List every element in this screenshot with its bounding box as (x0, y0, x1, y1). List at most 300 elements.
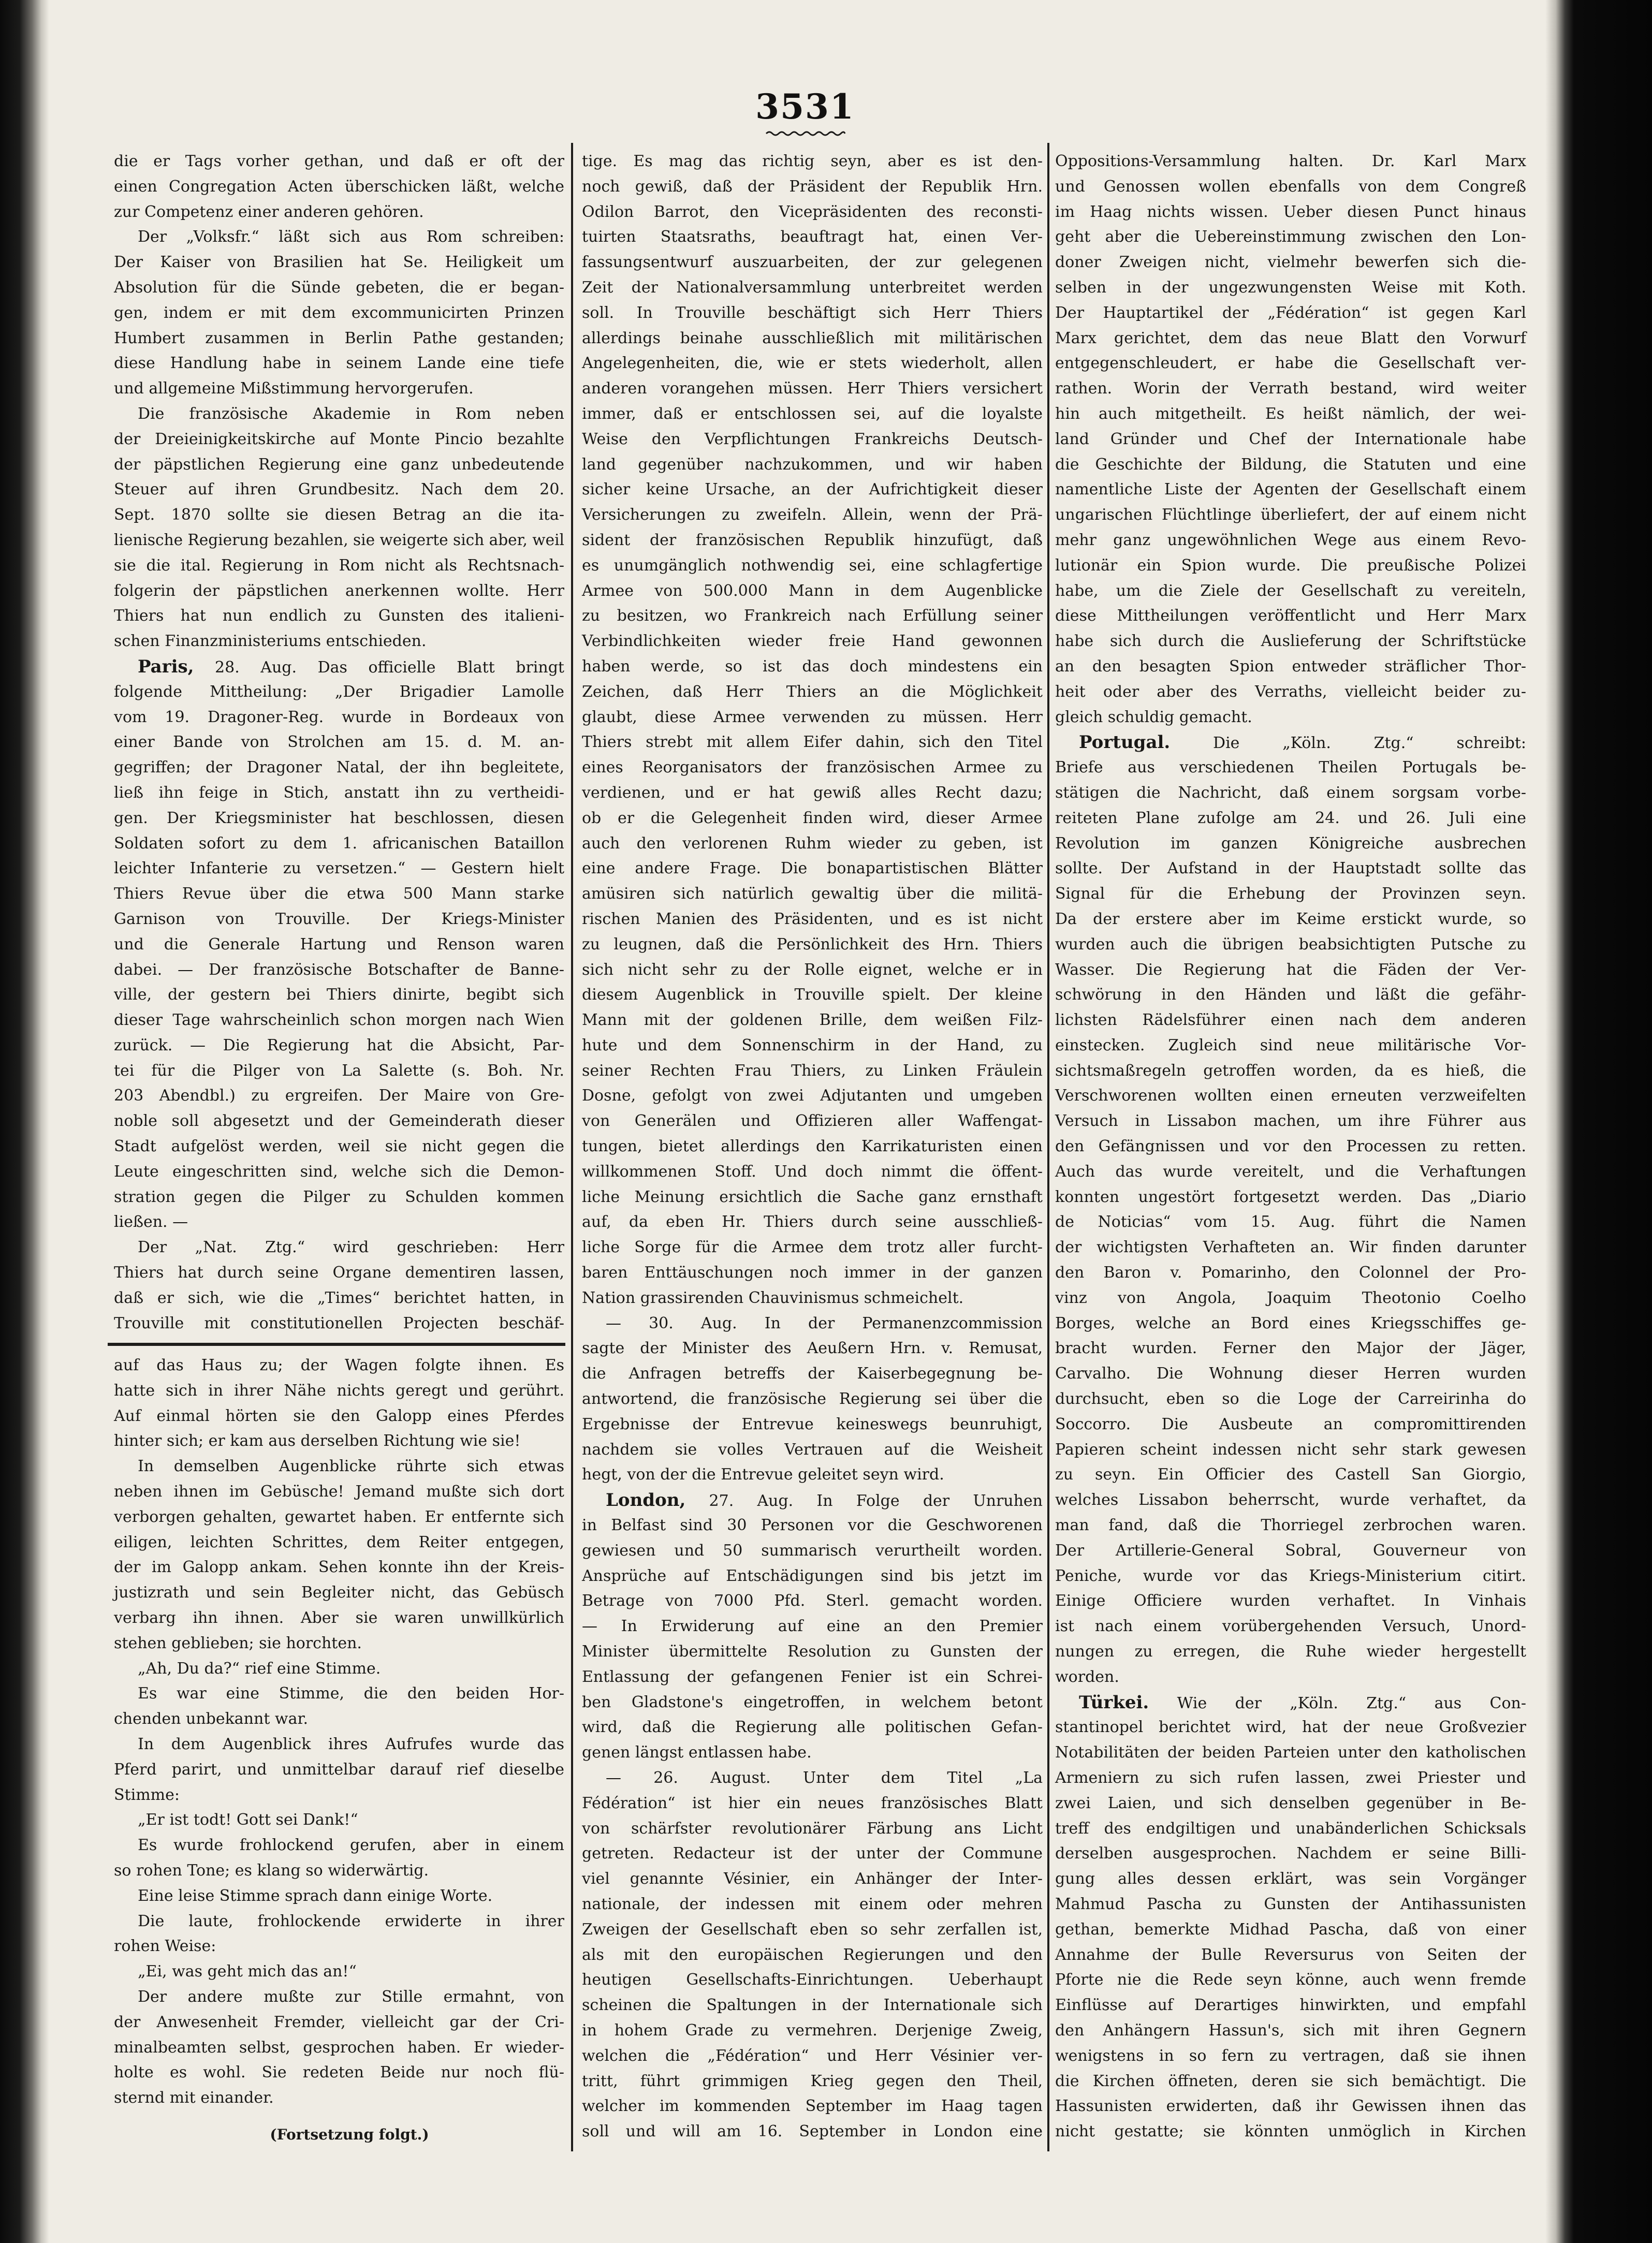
line-text: nationale, der indessen mit einem oder mehren (582, 1895, 1043, 1913)
line-text: In demselben Augenblicke rührte sich etwas (138, 1457, 564, 1476)
line-text: verdienen, und er hat gewiß alles Recht dazu; (582, 783, 1043, 802)
line-text: folgende Mittheilung: „Der Brigadier Lamolle (114, 682, 564, 701)
line-text: stehen geblieben; sie horchten. (114, 1634, 362, 1652)
text-line (1055, 1740, 1526, 1766)
line-text: dabei. — Der französische Botschafter de Banne- (114, 960, 564, 979)
text-line (582, 1160, 1043, 1185)
text-line (1055, 2119, 1526, 2145)
line-text: Thiers Revue über die etwa 500 Mann starke (114, 885, 564, 903)
text-line (114, 1379, 564, 1404)
line-text: Leute eingeschritten sind, welche sich die Demon- (114, 1162, 564, 1181)
text-line (114, 1631, 564, 1656)
text-line (1055, 1412, 1526, 1438)
text-line (1055, 174, 1526, 200)
text-line (1055, 1286, 1526, 1311)
line-text: Absolution für die Sünde gebeten, die er began- (114, 278, 564, 297)
text-line (1055, 1816, 1526, 1842)
text-line (114, 781, 564, 806)
text-line (582, 1690, 1043, 1716)
text-line (582, 1892, 1043, 1917)
column-rule-left (571, 143, 573, 2151)
text-line (114, 1235, 564, 1260)
line-text: Papieren scheint indessen nicht sehr stark gewesen (1055, 1440, 1526, 1459)
line-text: mehr ganz ungewöhnlichen Wege aus einem Revo- (1055, 531, 1526, 549)
line-text: in hohem Grade zu vermehren. Derjenige Zweig, (582, 2021, 1043, 2040)
line-text: Auf einmal hörten sie den Galopp eines Pferdes (114, 1406, 564, 1425)
text-line (582, 1715, 1043, 1740)
text-line (1055, 604, 1526, 629)
line-text: Zweigen der Gesellschaft eben so sehr zerfallen ist, (582, 1920, 1043, 1939)
line-text: justizrath und sein Begleiter nicht, das Gebüsch (114, 1584, 564, 1602)
text-line (582, 604, 1043, 629)
text-line (1055, 452, 1526, 478)
line-text: daß er sich, wie die „Times“ berichtet hatten, in (114, 1288, 564, 1307)
line-text: genen längst entlassen habe. (582, 1743, 812, 1762)
text-line (1055, 1438, 1526, 1463)
line-text: 28. Aug. Das officielle Blatt bringt (194, 658, 564, 677)
line-text: Notabilitäten der beiden Parteien unter den katholischen (1055, 1743, 1526, 1762)
line-text: Die französische Akademie in Rom neben (138, 404, 564, 423)
line-text: bracht wurden. Ferner den Major der Jäger, (1055, 1339, 1526, 1358)
line-text: Signal für die Erhebung der Provinzen seyn. (1055, 885, 1526, 903)
line-text: tei für die Pilger von La Salette (s. Boh. Nr. (114, 1061, 564, 1080)
text-line (582, 1488, 1043, 1513)
text-line (114, 856, 564, 882)
text-line (114, 1160, 564, 1185)
line-text: — 26. August. Unter dem Titel „La (606, 1769, 1043, 1787)
text-line (114, 1210, 564, 1235)
line-text: Ansprüche auf Entschädigungen sind bis jetzt im (582, 1566, 1043, 1585)
line-text: Versicherungen zu zweifeln. Allein, wenn der Prä- (582, 506, 1043, 524)
line-text: chenden unbekannt war. (114, 1710, 309, 1728)
text-line (1055, 1766, 1526, 1791)
line-text: neben ihnen im Gebüsche! Jemand mußte sich dort (114, 1482, 564, 1501)
text-line (582, 983, 1043, 1008)
text-line (1055, 351, 1526, 376)
line-text: man fand, daß die Thorriegel zerbrochen waren. (1055, 1516, 1526, 1535)
text-line (114, 1505, 564, 1530)
line-text: sident der französischen Republik hinzufügt, daß (582, 531, 1043, 549)
text-line (1055, 301, 1526, 326)
text-line (114, 1783, 564, 1808)
text-line (114, 1059, 564, 1084)
text-line (114, 705, 564, 730)
text-line (1055, 1690, 1526, 1716)
text-line (1055, 831, 1526, 857)
line-text: wenigstens in so fern zu vertragen, daß sie ihnen (1055, 2046, 1526, 2065)
line-text: Stimme: (114, 1785, 180, 1804)
line-text: Verbindlichkeiten wieder freie Hand gewonnen (582, 632, 1043, 651)
text-line (582, 174, 1043, 200)
line-text: land gegenüber nachzukommen, und wir haben (582, 455, 1043, 474)
text-line (582, 705, 1043, 730)
text-line (114, 1033, 564, 1059)
text-line (582, 730, 1043, 755)
text-line (1055, 149, 1526, 174)
text-line (114, 730, 564, 755)
text-line (1055, 1993, 1526, 2018)
text-line (114, 326, 564, 351)
text-line (1055, 326, 1526, 351)
line-text: gung alles dessen erklärt, was sein Vorgänger (1055, 1870, 1526, 1888)
line-text: sternd mit einander. (114, 2089, 274, 2107)
line-text: amüsiren sich natürlich gewaltig über die militä- (582, 885, 1043, 903)
text-line (1055, 1639, 1526, 1665)
text-line (1055, 2069, 1526, 2094)
text-line (582, 427, 1043, 452)
line-text: Dosne, gefolgt von zwei Adjutanten und umgeben (582, 1087, 1043, 1105)
text-line (1055, 250, 1526, 275)
line-text: „Er ist todt! Gott sei Dank!“ (138, 1811, 358, 1829)
text-line (114, 2060, 564, 2086)
line-text: welcher im kommenden September im Haag tagen (582, 2097, 1043, 2116)
line-text: Wasser. Die Regierung hat die Fäden der Ver- (1055, 960, 1526, 979)
line-text: zurück. — Die Regierung hat die Absicht, Par- (114, 1036, 564, 1054)
line-text: In dem Augenblick ihres Aufrufes wurde das (138, 1735, 564, 1753)
line-text: lichsten Rädelsführer einen nach dem anderen (1055, 1011, 1526, 1030)
text-line (1055, 1210, 1526, 1235)
text-line (582, 200, 1043, 225)
line-text: die Kirchen öffneten, deren sie sich bemächtigt. Die (1055, 2072, 1526, 2090)
text-line (1055, 1917, 1526, 1943)
text-line (1055, 225, 1526, 250)
line-text: liche Meinung ersichtlich die Sache ganz ernsthaft (582, 1188, 1043, 1206)
line-text: zur Competenz einer anderen gehören. (114, 202, 424, 221)
line-text: hinter sich; er kam aus derselben Richtung wie sie! (114, 1432, 521, 1450)
line-text: derselben ausgesprochen. Nachdem er seine Billi- (1055, 1844, 1526, 1863)
text-line (1055, 781, 1526, 806)
text-line (1055, 705, 1526, 730)
text-line (582, 1639, 1043, 1665)
text-line (114, 1884, 564, 1909)
text-line (114, 376, 564, 402)
text-line (582, 1083, 1043, 1109)
line-text: Der „Volksfr.“ läßt sich aus Rom schreiben: (138, 228, 564, 246)
text-line (582, 2069, 1043, 2094)
dateline-heading: London, (606, 1490, 686, 1511)
line-text: „Ei, was geht mich das an!“ (138, 1962, 357, 1981)
line-text: rathen. Worin der Verrath bestand, wird weiter (1055, 379, 1526, 398)
text-line (582, 402, 1043, 427)
text-line (1055, 2044, 1526, 2069)
text-line (582, 1538, 1043, 1564)
text-line (1055, 2094, 1526, 2119)
text-line (1055, 1260, 1526, 1286)
text-line (1055, 882, 1526, 907)
text-line (114, 250, 564, 275)
text-line (114, 200, 564, 225)
text-line (114, 301, 564, 326)
line-text: verbarg ihn ihnen. Aber sie waren unwillkürlich (114, 1608, 564, 1627)
line-text: Briefe aus verschiedenen Theilen Portugals be- (1055, 758, 1526, 777)
line-text: Der Artillerie-General Sobral, Gouverneur von (1055, 1541, 1526, 1560)
text-line (114, 1985, 564, 2010)
line-text: ungarischen Flüchtlinge überliefert, der auf einem nicht (1055, 506, 1526, 524)
line-text: seiner Rechten Frau Thiers, zu Linken Fräulein (582, 1061, 1043, 1080)
line-text: Steuer auf ihren Grundbesitz. Nach dem 20. (114, 480, 564, 499)
text-line (582, 856, 1043, 882)
text-line (582, 1665, 1043, 1690)
text-line (1055, 1715, 1526, 1740)
line-text: holte es wohl. Sie redeten Beide nur noch flü- (114, 2063, 564, 2082)
text-line (1055, 477, 1526, 503)
line-text: schwörung in den Händen und läßt die gefähr- (1055, 986, 1526, 1004)
line-text: baren Enttäuschungen noch immer in der ganzen (582, 1264, 1043, 1282)
text-line (582, 2119, 1043, 2145)
text-line (114, 1429, 564, 1454)
line-text: Hassunisten erwiderten, daß ihr Gewissen ihnen das (1055, 2097, 1526, 2116)
text-line (1055, 427, 1526, 452)
text-line (582, 1943, 1043, 1968)
text-line (114, 831, 564, 857)
line-text: habe sich durch die Auslieferung der Schriftstücke (1055, 632, 1526, 651)
line-text: Der Hauptartikel der „Fédération“ ist gegen Karl (1055, 303, 1526, 322)
text-line (1055, 1059, 1526, 1084)
text-line (582, 1235, 1043, 1260)
text-line (1055, 1614, 1526, 1639)
line-text: Oppositions-Versammlung halten. Dr. Karl Marx (1055, 152, 1526, 170)
line-text: Weise den Verpflichtungen Frankreichs Deutsch- (582, 430, 1043, 448)
text-line (114, 1353, 564, 1379)
text-line (114, 1959, 564, 1985)
line-text: zu leugnen, daß die Persönlichkeit des Hrn. Thiers (582, 935, 1043, 954)
text-line (114, 1858, 564, 1884)
line-text: gen. Der Kriegsminister hat beschlossen, diesen (114, 809, 564, 827)
line-text: Es wurde frohlockend gerufen, aber in einem (138, 1836, 564, 1855)
text-line (1055, 1008, 1526, 1033)
line-text: lienische Regierung bezahlen, sie weigerte sich aber, weil (114, 531, 564, 549)
text-line (582, 1513, 1043, 1538)
text-line (1055, 402, 1526, 427)
text-line (114, 1555, 564, 1580)
line-text: Einflüsse auf Derartiges hinwirkten, und empfahl (1055, 1996, 1526, 2015)
line-text: willkommenen Stoff. Und doch nimmt die öffent- (582, 1162, 1043, 1181)
text-line (582, 376, 1043, 402)
line-text: doner Zweigen nicht, vielmehr bewerfen sich die- (1055, 253, 1526, 272)
line-text: heit oder aber des Verraths, vielleicht beider zu- (1055, 682, 1526, 701)
line-text: die Geschichte der Bildung, die Statuten und eine (1055, 455, 1526, 474)
text-line (1055, 275, 1526, 301)
text-line (1055, 755, 1526, 781)
line-text: den Gefängnissen und vor den Processen zu retten. (1055, 1137, 1526, 1156)
text-line (1055, 2018, 1526, 2044)
text-line (1055, 958, 1526, 983)
heading-line (606, 1488, 1043, 1514)
line-text: haben werde, so ist das doch mindestens ein (582, 657, 1043, 676)
line-text: einstecken. Zugleich sind neue militärische Vor- (1055, 1036, 1526, 1054)
text-line (1055, 1589, 1526, 1614)
line-text: nicht gestatte; sie könnten unmöglich in Kirchen (1055, 2122, 1526, 2141)
text-line (582, 1968, 1043, 1993)
text-line (114, 503, 564, 528)
line-text: Da der erstere aber im Keime erstickt wurde, so (1055, 910, 1526, 928)
text-line (1055, 856, 1526, 882)
line-text: Peniche, wurde vor das Kriegs-Ministerium citirt. (1055, 1566, 1526, 1585)
text-line (1055, 730, 1526, 755)
text-line (114, 755, 564, 781)
line-text: scheinen die Spaltungen in der Internationale sich (582, 1996, 1043, 2015)
line-text: einer Bande von Strolchen am 15. d. M. an- (114, 733, 564, 752)
line-text: Der andere mußte zur Stille ermahnt, von (138, 1987, 564, 2006)
line-text: land Gründer und Chef der Internationale habe (1055, 430, 1526, 448)
text-line (582, 831, 1043, 857)
text-line (1055, 1488, 1526, 1513)
line-text: wurden auch die übrigen beabsichtigten Putsche zu (1055, 935, 1526, 954)
text-line (582, 1816, 1043, 1842)
text-line (582, 326, 1043, 351)
text-line (582, 351, 1043, 376)
line-text: Die „Köln. Ztg.“ schreibt: (1170, 734, 1526, 753)
line-text: allerdings beinahe ausschließlich mit militärischen (582, 329, 1043, 347)
text-line (1055, 1109, 1526, 1134)
line-text: rohen Weise: (114, 1937, 216, 1956)
line-text: diese Handlung habe in seinem Lande eine tiefe (114, 354, 564, 373)
line-text: Pforte nie die Rede seyn könne, auch wenn fremde (1055, 1971, 1526, 1989)
text-line (582, 680, 1043, 705)
text-line (1055, 1841, 1526, 1867)
text-line (1055, 376, 1526, 402)
text-line (114, 1530, 564, 1556)
text-line (1055, 1235, 1526, 1260)
line-text: noble soll abgesetzt und der Gemeinderath dieser (114, 1112, 564, 1131)
line-text: Entlassung der gefangenen Fenier ist ein Schrei- (582, 1667, 1043, 1686)
text-line (582, 1185, 1043, 1210)
text-line (582, 1993, 1043, 2018)
line-text: Betrage von 7000 Pfd. Sterl. gemacht worden. (582, 1592, 1043, 1610)
text-line (1055, 1665, 1526, 1690)
text-line (582, 477, 1043, 503)
text-line (582, 149, 1043, 174)
line-text: eine andere Frage. Die bonapartistischen Blätter (582, 859, 1043, 878)
text-line (582, 932, 1043, 958)
line-text: Soccorro. Die Ausbeute an compromittirenden (1055, 1415, 1526, 1433)
text-line (1055, 1538, 1526, 1564)
page-number: 3531 (755, 86, 855, 127)
line-text: entgegenschleudert, er habe die Gesellschaft ver- (1055, 354, 1526, 373)
line-text: Revolution im ganzen Königreiche ausbrechen (1055, 834, 1526, 853)
line-text: folgerin der päpstlichen anerkennen wollte. Herr (114, 581, 564, 600)
line-text: getreten. Redacteur ist der unter der Commune (582, 1844, 1043, 1863)
line-text: glaubt, diese Armee verwenden zu müssen. Herr (582, 708, 1043, 726)
text-line (582, 1361, 1043, 1387)
dateline-heading: Türkei. (1079, 1692, 1149, 1713)
line-text: immer, daß er entschlossen sei, auf die loyalste (582, 404, 1043, 423)
line-text: „Ah, Du da?“ rief eine Stimme. (138, 1659, 381, 1678)
line-text: hegt, von der die Entrevue geleitet seyn wird. (582, 1465, 944, 1484)
line-text: auch den verlorenen Ruhm wieder zu geben, ist (582, 834, 1043, 853)
text-line (114, 983, 564, 1008)
text-line (582, 781, 1043, 806)
line-text: konnten ungestört fortgesetzt werden. Das „Diario (1055, 1188, 1526, 1206)
text-line (582, 1841, 1043, 1867)
text-line (114, 427, 564, 452)
text-line (582, 755, 1043, 781)
line-text: treff des endgiltigen und unabänderlichen Schicksals (1055, 1819, 1526, 1838)
line-text: de Noticias“ vom 15. Aug. führt die Namen (1055, 1213, 1526, 1232)
line-text: Es war eine Stimme, die den beiden Hor- (138, 1684, 564, 1703)
line-text: antwortend, die französische Regierung sei über die (582, 1390, 1043, 1409)
line-text: heutigen Gesellschafts-Einrichtungen. Ueberhaupt (582, 1971, 1043, 1989)
line-text: Wie der „Köln. Ztg.“ aus Con- (1149, 1694, 1526, 1712)
line-text: welchen die „Fédération“ und Herr Vésinier ver- (582, 2046, 1043, 2065)
text-line (582, 1740, 1043, 1766)
text-line (582, 1564, 1043, 1589)
line-text: rischen Manien des Präsidenten, und es ist nicht (582, 910, 1043, 928)
text-line (582, 1387, 1043, 1412)
text-line (582, 882, 1043, 907)
text-line (582, 1917, 1043, 1943)
line-text: sicher keine Ursache, an der Aufrichtigkeit dieser (582, 480, 1043, 499)
text-line (582, 806, 1043, 831)
text-line (582, 1008, 1043, 1033)
line-text: so rohen Tone; es klang so widerwärtig. (114, 1861, 429, 1880)
text-line (582, 907, 1043, 932)
line-text: gegriffen; der Dragoner Natal, der ihn begleitete, (114, 758, 564, 777)
line-text: gethan, bemerkte Midhad Pascha, daß von einer (1055, 1920, 1526, 1939)
line-text: Angelegenheiten, die, wie er stets wiederholt, allen (582, 354, 1043, 373)
text-line (1055, 1943, 1526, 1968)
line-text: reiteten Plane zufolge am 24. und 26. Juli eine (1055, 809, 1526, 827)
heading-line (1079, 1690, 1526, 1717)
text-line (582, 1260, 1043, 1286)
line-text: Minister übermittelte Resolution zu Gunsten der (582, 1643, 1043, 1661)
text-line (582, 1134, 1043, 1160)
text-line (1055, 1462, 1526, 1488)
line-text: die er Tags vorher gethan, und daß er oft der (114, 152, 564, 170)
line-text: Zeichen, daß Herr Thiers an die Möglichkeit (582, 682, 1043, 701)
text-line (582, 1059, 1043, 1084)
text-line (1055, 1083, 1526, 1109)
line-text: Versuch in Lissabon machen, um ihre Führer aus (1055, 1112, 1526, 1131)
text-line (1055, 932, 1526, 958)
text-line (114, 452, 564, 478)
line-text: Eine leise Stimme sprach dann einige Worte. (138, 1886, 493, 1905)
line-text: Armeniern zu sich rufen lassen, zwei Priester und (1055, 1769, 1526, 1787)
text-line (114, 1479, 564, 1505)
text-line (114, 629, 564, 654)
text-line (114, 402, 564, 427)
line-text: stration gegen die Pilger zu Schulden kommen (114, 1188, 564, 1206)
line-text: der Dreieinigkeitskirche auf Monte Pincio bezahlte (114, 430, 564, 448)
line-text: Trouville mit constitutionellen Projecten beschäf- (114, 1314, 564, 1332)
line-text: Zeit der Nationalversammlung unterbreitet werden (582, 278, 1043, 297)
line-text: geht aber die Uebereinstimmung zwischen den Lon- (1055, 228, 1526, 246)
text-line (114, 149, 564, 174)
text-line (114, 1260, 564, 1286)
text-line (582, 275, 1043, 301)
text-line (114, 477, 564, 503)
text-line (582, 2094, 1043, 2119)
line-text: im Haag nichts wissen. Ueber diesen Punct hinaus (1055, 202, 1526, 221)
line-text: dieser Tage wahrscheinlich schon morgen nach Wien (114, 1011, 564, 1030)
line-text: Annahme der Bulle Reversurus von Seiten der (1055, 1945, 1526, 1964)
feuilleton-rule (108, 1343, 565, 1346)
line-text: der wichtigsten Verhafteten an. Wir finden darunter (1055, 1238, 1526, 1257)
text-line (1055, 983, 1526, 1008)
line-text: Die laute, frohlockende erwiderte in ihrer (138, 1912, 564, 1930)
line-text: der im Galopp ankam. Sehen konnte ihn der Kreis- (114, 1558, 564, 1577)
line-text: gen, indem er mit dem excommunicirten Prinzen (114, 303, 564, 322)
line-text: gewiesen und 50 summarisch verurtheilt worden. (582, 1541, 1043, 1560)
line-text: in Belfast sind 30 Personen vor die Geschworenen (582, 1516, 1043, 1535)
text-line (114, 1083, 564, 1109)
text-line (114, 2035, 564, 2061)
dateline-heading: Portugal. (1079, 732, 1171, 753)
line-text: soll und will am 16. September in London eine (582, 2122, 1043, 2141)
text-line (114, 882, 564, 907)
line-text: Verschworenen wollten einen erneuten verzweifelten (1055, 1087, 1526, 1105)
text-line (114, 1109, 564, 1134)
